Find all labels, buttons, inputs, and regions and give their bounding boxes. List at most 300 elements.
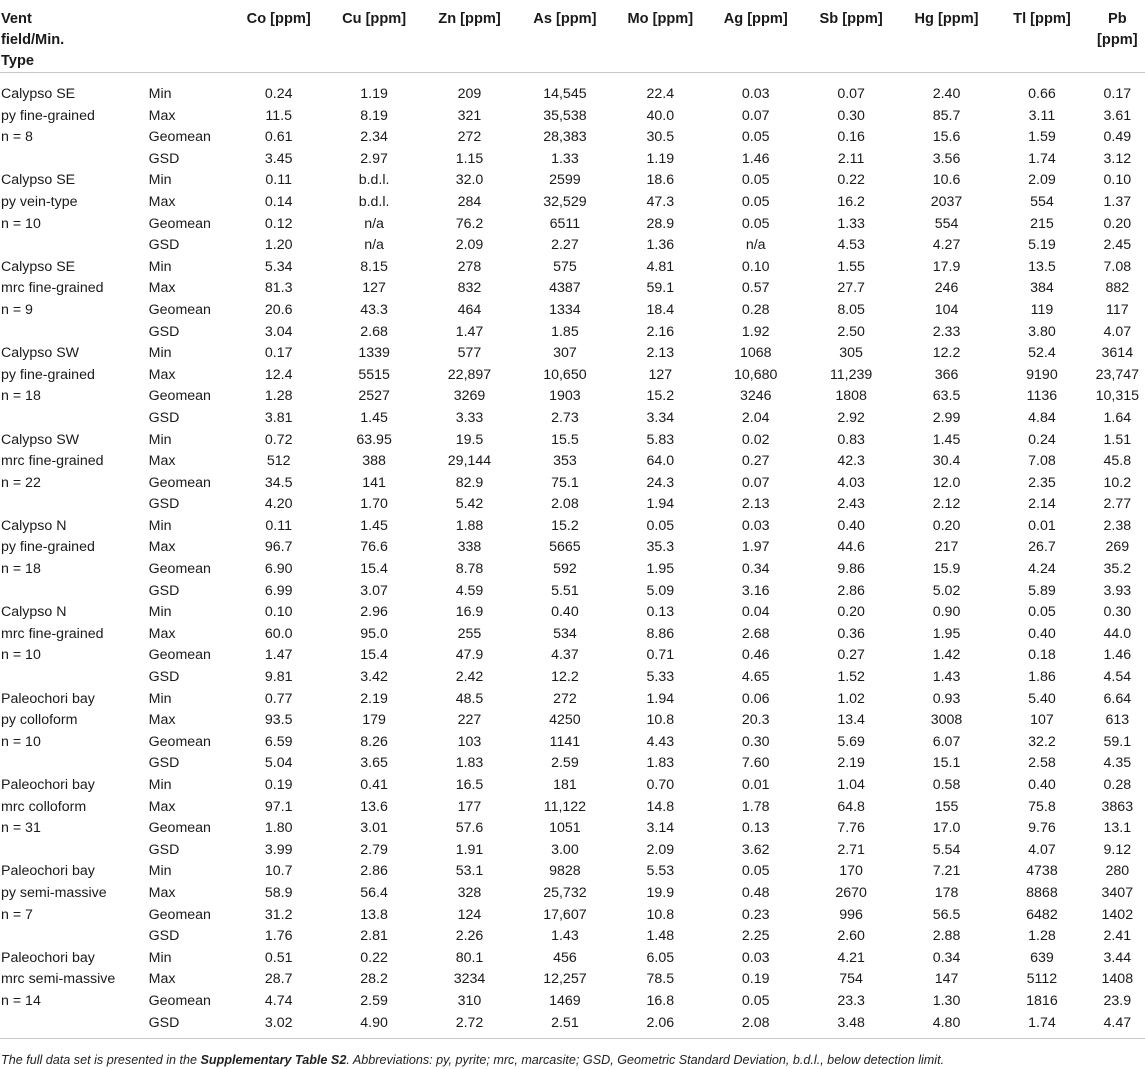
value-cell: 75.1 [551,474,579,491]
stat-label: Max [148,280,176,297]
value-cell: 2.73 [551,409,579,426]
value-cell: 996 [839,906,863,923]
value-cell: 1.95 [646,561,675,578]
value-cell: 3.65 [360,755,388,772]
value-cell: 1.20 [264,237,293,254]
value-cell: 1.33 [551,150,579,167]
value-cell: 29,144 [447,453,492,470]
value-cell: 63.5 [932,388,961,405]
value-cell: 1.43 [551,928,579,945]
label-cell [0,235,146,257]
value-cell: 0.46 [741,647,770,664]
value-cell: 0.19 [264,777,293,793]
value-cell: 0.22 [360,949,388,966]
value-cell: 639 [1030,949,1054,966]
value-cell: 4.84 [1028,409,1056,426]
value-cell: 6482 [1026,906,1058,923]
value-cell: 3.34 [646,409,675,426]
value-cell: 9190 [1026,366,1058,383]
value-cell: 1339 [358,345,390,362]
label-cell [0,1013,146,1039]
value-cell: 0.58 [932,777,961,793]
value-cell: 3.44 [1103,949,1132,966]
value-cell: 97.1 [264,798,293,815]
value-cell: 9.76 [1028,820,1056,837]
table-row [0,235,1145,257]
value-cell: 30.5 [646,129,675,146]
value-cell: 0.41 [360,777,388,793]
table-row [0,386,1145,408]
value-cell: 10.2 [1103,474,1132,491]
value-cell: 35,538 [543,107,587,124]
value-cell: 16.5 [455,777,484,793]
value-cell: 512 [266,453,291,470]
mineral-type: py vein-type [1,193,78,210]
table-row [0,1013,1145,1039]
value-cell: 7.08 [1028,453,1056,470]
value-cell: 1068 [739,345,772,362]
value-cell: 1136 [1026,388,1058,405]
stat-label: Geomean [148,474,211,491]
value-cell: 1.15 [455,150,484,167]
value-cell: 0.30 [837,107,865,124]
value-cell: 32.2 [1028,733,1056,750]
value-cell: 2599 [549,172,581,189]
value-cell: 3863 [1101,798,1134,815]
value-cell: 0.05 [646,517,675,534]
value-cell: 3.00 [551,841,579,858]
value-cell: 209 [457,86,482,102]
value-cell: 17,607 [543,906,587,923]
value-cell: 23.9 [1103,992,1132,1009]
column-header: Mo [ppm] [627,11,694,27]
value-cell: 0.05 [741,863,770,880]
value-cell: 4.20 [264,496,293,513]
table-row [0,883,1145,905]
value-cell: 2.27 [551,237,579,254]
value-cell: 15.5 [551,431,579,448]
value-cell: 1903 [549,388,581,405]
table-row [0,926,1145,948]
value-cell: 0.27 [837,647,865,664]
value-cell: 5.89 [1028,582,1056,599]
value-cell: 4.43 [646,733,675,750]
value-cell: 0.10 [1103,172,1132,189]
value-cell: 6511 [549,215,581,232]
value-cell: 31.2 [264,906,293,923]
value-cell: 42.3 [837,453,865,470]
value-cell: 1.04 [837,777,865,793]
value-cell: 0.24 [1028,431,1056,448]
sample-count: n = 18 [1,561,41,578]
value-cell: 0.20 [932,517,961,534]
value-cell: 2.68 [741,625,770,642]
value-cell: 1.59 [1028,129,1056,146]
value-cell: 310 [457,992,482,1009]
stat-label: Min [148,777,172,793]
vent-field: Paleochori bay [1,949,95,966]
value-cell: 25,732 [543,884,587,901]
value-cell: 1.92 [741,323,770,340]
value-cell: 2.12 [932,496,961,513]
value-cell: 179 [362,712,386,729]
value-cell: 4738 [1026,863,1058,880]
value-cell: 1.78 [741,798,770,815]
value-cell: 103 [457,733,482,750]
table-row [0,516,1145,538]
value-cell: 4250 [549,712,581,729]
value-cell: 1334 [549,301,581,318]
table-row [0,149,1145,171]
value-cell: 64.8 [837,798,865,815]
vent-field: Calypso SE [1,86,76,102]
value-cell: 141 [362,474,386,491]
sample-count: n = 7 [1,906,33,923]
value-cell: 1.42 [932,647,961,664]
value-cell: 2670 [835,884,867,901]
value-cell: 882 [1105,280,1130,297]
value-cell: 3234 [453,971,486,988]
table-row [0,732,1145,754]
value-cell: 1.46 [1103,647,1132,664]
value-cell: 0.90 [932,604,961,621]
value-cell: 28,383 [543,129,587,146]
sample-count: n = 10 [1,733,41,750]
value-cell: 1.91 [455,841,484,858]
value-cell: 3407 [1101,884,1134,901]
sample-count: n = 18 [1,388,41,405]
value-cell: 82.9 [455,474,484,491]
value-cell: 4.21 [837,949,865,966]
value-cell: 3.02 [264,1014,293,1031]
stat-label: Geomean [148,820,211,837]
value-cell: 0.23 [741,906,770,923]
value-cell: 4.07 [1028,841,1056,858]
value-cell: 5.04 [264,755,293,772]
table-row [0,710,1145,732]
label-cell [0,667,146,689]
value-cell: 0.19 [741,971,770,988]
value-cell: 0.11 [265,517,292,534]
value-cell: 1.55 [837,258,865,275]
stat-label: Min [148,86,172,102]
table-row [0,753,1145,775]
value-cell: 0.40 [837,517,865,534]
vent-field: Calypso SE [1,172,76,189]
value-cell: 613 [1105,712,1130,729]
value-cell: 1.85 [551,323,579,340]
stat-label: GSD [148,237,180,254]
value-cell: 12,257 [543,971,587,988]
value-cell: 7.21 [932,863,961,880]
value-cell: 246 [934,280,959,297]
value-cell: 1.37 [1103,193,1132,210]
stat-label: Geomean [148,388,211,405]
value-cell: 0.18 [1028,647,1056,664]
value-cell: 0.03 [741,86,770,102]
value-cell: 16.9 [455,604,484,621]
value-cell: 1.45 [932,431,961,448]
column-header: Tl [ppm] [1013,11,1071,27]
table-body [0,73,1145,1039]
value-cell: 2.96 [360,604,388,621]
value-cell: 0.93 [932,690,961,707]
value-cell: 0.12 [264,215,293,232]
value-cell: 1.76 [264,928,293,945]
table-row [0,991,1145,1013]
stat-label: GSD [148,1014,180,1031]
footnote-suffix: . Abbreviations: py, pyrite; mrc, marcasite; GSD, Geometric Standard Deviation, b.d.l., below detection limit. [346,1053,945,1067]
value-cell: 338 [457,539,482,556]
value-cell: 5665 [549,539,581,556]
value-cell: 5112 [1026,971,1058,988]
value-cell: 0.11 [265,172,292,189]
value-cell: 0.07 [741,107,770,124]
value-cell: 1.86 [1028,669,1056,686]
value-cell: 35.3 [646,539,675,556]
value-cell: 11.5 [265,107,292,124]
value-cell: 7.60 [741,755,770,772]
value-cell: 147 [934,971,959,988]
value-cell: 95.0 [360,625,388,642]
sample-count: n = 10 [1,215,41,232]
value-cell: 1816 [1026,992,1058,1009]
stat-label: GSD [148,323,180,340]
stat-label: Min [148,258,172,275]
value-cell: 3.62 [741,841,770,858]
sample-count: n = 22 [1,474,41,491]
table-row [0,365,1145,387]
stat-label: Min [148,517,172,534]
value-cell: 353 [553,453,577,470]
value-cell: 284 [457,193,482,210]
table-row [0,127,1145,149]
value-cell: 0.17 [264,345,293,362]
header-row [0,0,1145,73]
value-cell: 59.1 [646,280,675,297]
value-cell: 384 [1030,280,1054,297]
value-cell: 1.52 [837,669,865,686]
value-cell: 3.81 [264,409,293,426]
value-cell: 2.68 [360,323,388,340]
table-row [0,969,1145,991]
value-cell: 23.3 [837,992,865,1009]
value-cell: 117 [1106,301,1129,318]
value-cell: 80.1 [455,949,484,966]
value-cell: 2.59 [360,992,388,1009]
value-cell: 2.97 [360,150,388,167]
value-cell: 11,239 [829,366,873,383]
value-cell: 2.71 [837,841,865,858]
value-cell: 0.66 [1028,86,1056,102]
value-cell: 1.88 [455,517,484,534]
value-cell: 127 [648,366,673,383]
label-cell [0,581,146,603]
value-cell: 11,122 [543,798,587,815]
value-cell: 1408 [1101,971,1134,988]
value-cell: 2.77 [1103,496,1132,513]
value-cell: 4.07 [1103,323,1132,340]
stat-label: Min [148,690,172,707]
value-cell: 18.4 [646,301,675,318]
value-cell: 577 [457,345,482,362]
value-cell: 9.81 [264,669,293,686]
value-cell: 2.34 [360,129,388,146]
table-row [0,430,1145,452]
value-cell: 2.43 [837,496,865,513]
stat-label: Max [148,539,176,556]
value-cell: 12.0 [932,474,961,491]
value-cell: 3.33 [455,409,484,426]
value-cell: 388 [362,453,386,470]
value-cell: 5.53 [646,863,675,880]
value-cell: 13.5 [1028,258,1056,275]
value-cell: 10.7 [264,863,293,880]
stat-label: Min [148,172,172,189]
value-cell: 177 [457,798,482,815]
value-cell: 3.11 [1028,107,1056,124]
value-cell: 3.48 [837,1014,865,1031]
value-cell: 5.83 [646,431,675,448]
table-row [0,559,1145,581]
table-row [0,343,1145,365]
value-cell: 4.90 [360,1014,388,1031]
value-cell: 0.57 [741,280,770,297]
value-cell: 0.71 [646,647,675,664]
value-cell: 32,529 [543,193,587,210]
value-cell: 215 [1030,215,1054,232]
value-cell: 78.5 [646,971,675,988]
value-cell: 0.20 [837,604,865,621]
value-cell: 13.4 [837,712,865,729]
value-cell: 1.94 [646,690,675,707]
value-cell: 9.86 [837,561,865,578]
stat-label: Geomean [148,992,211,1009]
value-cell: 13.1 [1103,820,1132,837]
value-cell: 10,650 [543,366,587,383]
mineral-type: mrc semi-massive [1,971,116,988]
value-cell: 19.9 [646,884,675,901]
value-cell: 2.09 [646,841,675,858]
table-row [0,667,1145,689]
value-cell: 278 [457,258,482,275]
stat-label: Max [148,453,176,470]
value-cell: 1.02 [837,690,865,707]
value-cell: 6.05 [646,949,675,966]
label-cell [0,494,146,516]
mineral-type: mrc fine-grained [1,453,104,470]
value-cell: 2.19 [837,755,865,772]
stat-label: GSD [148,496,180,513]
stat-label: GSD [148,928,180,945]
value-cell: 48.5 [455,690,484,707]
value-cell: 307 [553,345,577,362]
stat-label: Min [148,949,172,966]
value-cell: 1.95 [932,625,961,642]
value-cell: 3.42 [360,669,388,686]
stat-label: Geomean [148,215,211,232]
value-cell: 93.5 [264,712,293,729]
value-cell: 269 [1105,539,1130,556]
label-cell [0,149,146,171]
value-cell: 2.92 [837,409,865,426]
value-cell: 1.45 [360,517,388,534]
value-cell: 2.09 [1028,172,1056,189]
value-cell: 107 [1030,712,1054,729]
value-cell: 2.14 [1028,496,1056,513]
value-cell: 2.35 [1028,474,1056,491]
table-row [0,278,1145,300]
vent-header-line: Vent [1,11,32,27]
value-cell: 1.48 [646,928,675,945]
value-cell: 2.42 [455,669,484,686]
value-cell: 227 [457,712,482,729]
value-cell: 4.35 [1103,755,1132,772]
value-cell: 464 [457,301,482,318]
value-cell: 0.77 [264,690,293,707]
value-cell: 2.50 [837,323,865,340]
value-cell: 75.8 [1028,798,1056,815]
value-cell: 5.33 [646,669,675,686]
value-cell: 8.26 [360,733,388,750]
value-cell: 0.13 [741,820,770,837]
value-cell: 10.8 [646,906,675,923]
stat-label: GSD [148,409,180,426]
value-cell: 0.05 [1028,604,1056,621]
value-cell: 124 [457,906,482,923]
value-cell: 63.95 [356,431,392,448]
value-cell: 1.47 [264,647,293,664]
value-cell: 40.0 [646,107,675,124]
value-cell: 2.13 [741,496,770,513]
value-cell: 1.80 [264,820,293,837]
value-cell: 2.59 [551,755,579,772]
value-cell: 1.19 [360,86,388,102]
stat-label: Max [148,193,176,210]
value-cell: 2.58 [1028,755,1056,772]
value-cell: 592 [553,561,577,578]
vent-field: Calypso N [1,517,67,534]
value-cell: 20.6 [264,301,293,318]
table-row [0,797,1145,819]
value-cell: 104 [934,301,959,318]
label-cell [0,840,146,862]
value-cell: 2.88 [932,928,961,945]
value-cell: 1.43 [932,669,961,686]
sample-count: n = 9 [1,301,33,318]
value-cell: 119 [1030,301,1054,318]
sample-count: n = 10 [1,647,41,664]
value-cell: 0.40 [551,604,579,621]
value-cell: 53.1 [455,863,484,880]
value-cell: 321 [457,107,482,124]
table-row [0,106,1145,128]
table-row [0,840,1145,862]
value-cell: 5.19 [1028,237,1056,254]
value-cell: 5.02 [932,582,961,599]
value-cell: 1.83 [646,755,675,772]
value-cell: 27.7 [837,280,865,297]
label-cell [0,322,146,344]
value-cell: 15.4 [360,561,388,578]
value-cell: 2.86 [360,863,388,880]
value-cell: 170 [839,863,863,880]
value-cell: 456 [553,949,577,966]
table-row [0,645,1145,667]
stat-label: Min [148,345,172,362]
value-cell: 24.3 [646,474,675,491]
footnote-prefix: The full data set is presented in the [1,1053,201,1067]
